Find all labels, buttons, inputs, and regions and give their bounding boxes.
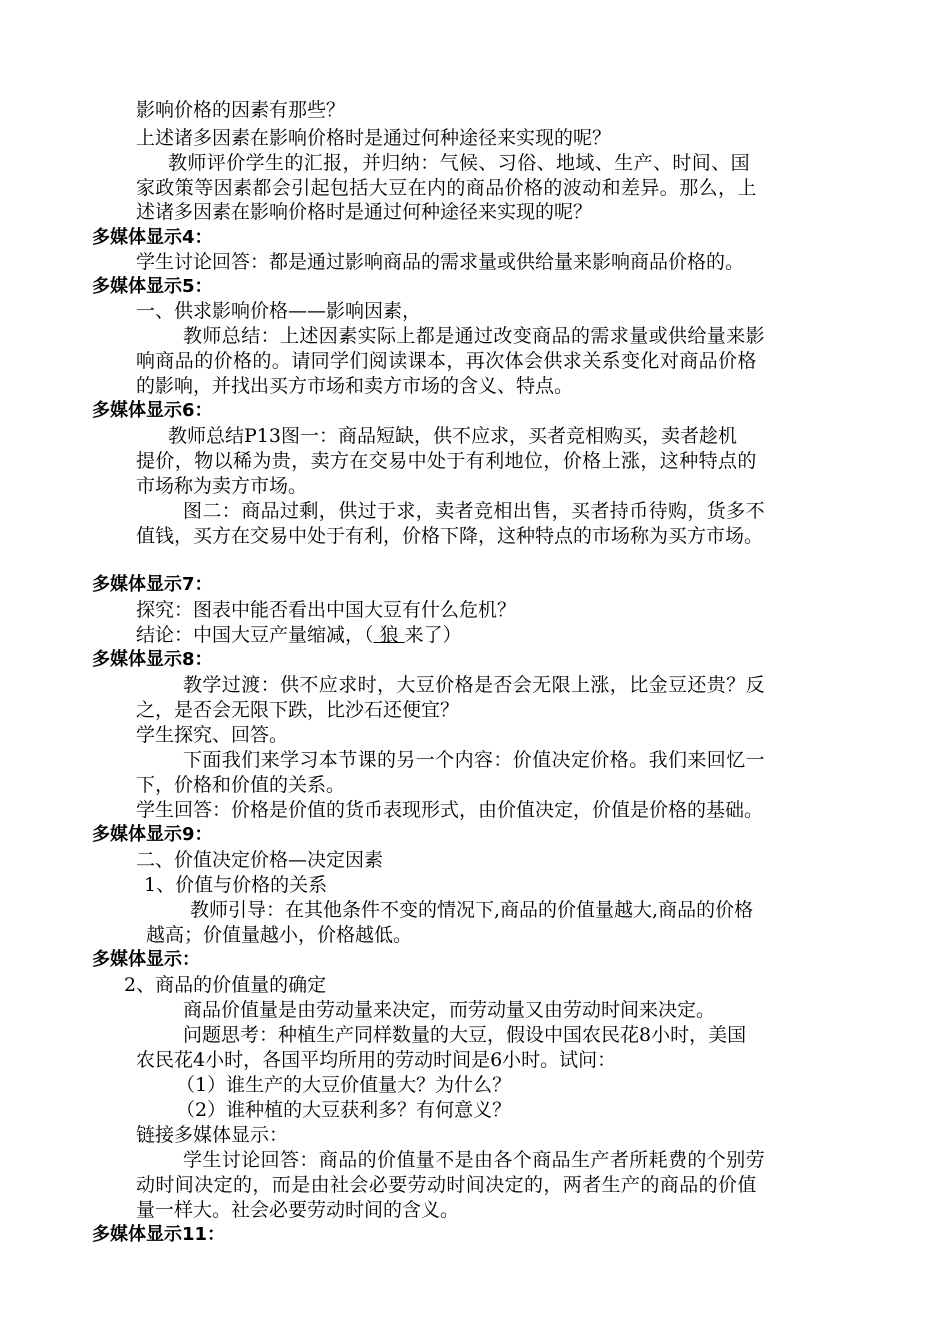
paragraph-line: 动时间决定的，而是由社会必要劳动时间决定的，两者生产的商品的价值: [136, 1174, 757, 1196]
section-heading: 多媒体显示8：: [92, 649, 213, 670]
paragraph-line: 下面我们来学习本节课的另一个内容：价值决定价格。我们来回忆一: [183, 749, 766, 771]
paragraph-line: 图二：商品过剩，供过于求，卖者竞相出售，买者持币待购，货多不: [183, 500, 766, 522]
question-line: 上述诸多因素在影响价格时是通过何种途径来实现的呢？: [136, 127, 612, 149]
section-heading: 多媒体显示9：: [92, 824, 213, 845]
conclusion-line: [136, 623, 462, 648]
paragraph-line: 学生讨论回答：都是通过影响商品的需求量或供给量来影响商品价格的。: [136, 251, 745, 273]
paragraph-line: 教师总结P13图一：商品短缺，供不应求，买者竞相购买，卖者趁机: [168, 425, 737, 447]
paragraph-line: 教师总结：上述因素实际上都是通过改变商品的需求量或供给量来影: [183, 325, 766, 347]
paragraph-line: 越高；价值量越小，价格越低。: [146, 924, 413, 946]
section-heading: 多媒体显示4：: [92, 227, 213, 248]
paragraph-line: 教学过渡：供不应求时，大豆价格是否会无限上涨，比金豆还贵？反: [183, 674, 766, 696]
paragraph-line: 教师引导：在其他条件不变的情况下,商品的价值量越大,商品的价格: [190, 899, 754, 921]
subheading-line: 二、价值决定价格—决定因素: [136, 849, 384, 871]
conclusion-tail: 来了）: [404, 624, 462, 646]
section-heading: 多媒体显示：: [92, 949, 200, 970]
paragraph-line: 述诸多因素在影响价格时是通过何种途径来实现的呢？: [136, 201, 593, 223]
paragraph-line: 提价，物以稀为贵，卖方在交易中处于有利地位，价格上涨，这种特点的: [136, 450, 757, 472]
subheading-line: 1、价值与价格的关系: [144, 874, 328, 896]
paragraph-line: 值钱，买方在交易中处于有利，价格下降，这种特点的市场称为买方市场。: [136, 525, 764, 547]
paragraph-line: 农民花4小时，各国平均所用的劳动时间是6小时。试问：: [136, 1049, 617, 1071]
paragraph-line: 学生回答：价格是价值的货币表现形式，由价值决定，价值是价格的基础。: [136, 799, 764, 821]
paragraph-line: 教师评价学生的汇报，并归纳：气候、习俗、地域、生产、时间、国: [168, 152, 751, 174]
question-line: 影响价格的因素有那些？: [136, 99, 346, 121]
paragraph-line: 问题思考：种植生产同样数量的大豆，假设中国农民花8小时，美国: [183, 1024, 747, 1046]
question-item: （1）谁生产的大豆价值量大？为什么？: [176, 1074, 512, 1096]
paragraph-line: 市场称为卖方市场。: [136, 475, 308, 497]
paragraph-line: 学生探究、回答。: [136, 724, 289, 746]
paragraph-line: 量一样大。社会必要劳动时间的含义。: [136, 1199, 460, 1221]
paragraph-line: 链接多媒体显示：: [136, 1124, 289, 1146]
section-heading: 多媒体显示11：: [92, 1224, 226, 1245]
paragraph-line: 学生讨论回答：商品的价值量不是由各个商品生产者所耗费的个别劳: [183, 1149, 766, 1171]
paragraph-line: 下，价格和价值的关系。: [136, 774, 346, 796]
section-heading: 多媒体显示7：: [92, 574, 213, 595]
question-item: （2）谁种植的大豆获利多？有何意义？: [176, 1099, 512, 1121]
paragraph-line: 探究：图表中能否看出中国大豆有什么危机？: [136, 599, 517, 621]
paragraph-line: 响商品的价格的。请同学们阅读课本，再次体会供求关系变化对商品价格: [136, 350, 757, 372]
section-heading: 多媒体显示5：: [92, 276, 213, 297]
subheading-line: 2、商品的价值量的确定: [124, 974, 327, 996]
paragraph-line: 商品价值量是由劳动量来决定，而劳动量又由劳动时间来决定。: [183, 999, 716, 1021]
underlined-word: 狼: [379, 624, 399, 646]
paragraph-line: 家政策等因素都会引起包括大豆在内的商品价格的波动和差异。那么，上: [136, 177, 757, 199]
paragraph-line: 的影响，并找出买方市场和卖方市场的含义、特点。: [136, 375, 574, 397]
conclusion-text: 结论：中国大豆产量缩减，（: [136, 624, 374, 646]
subheading-line: 一、供求影响价格——影响因素，: [136, 300, 422, 322]
section-heading: 多媒体显示6：: [92, 400, 213, 421]
paragraph-line: 之，是否会无限下跌，比沙石还便宜？: [136, 699, 460, 721]
